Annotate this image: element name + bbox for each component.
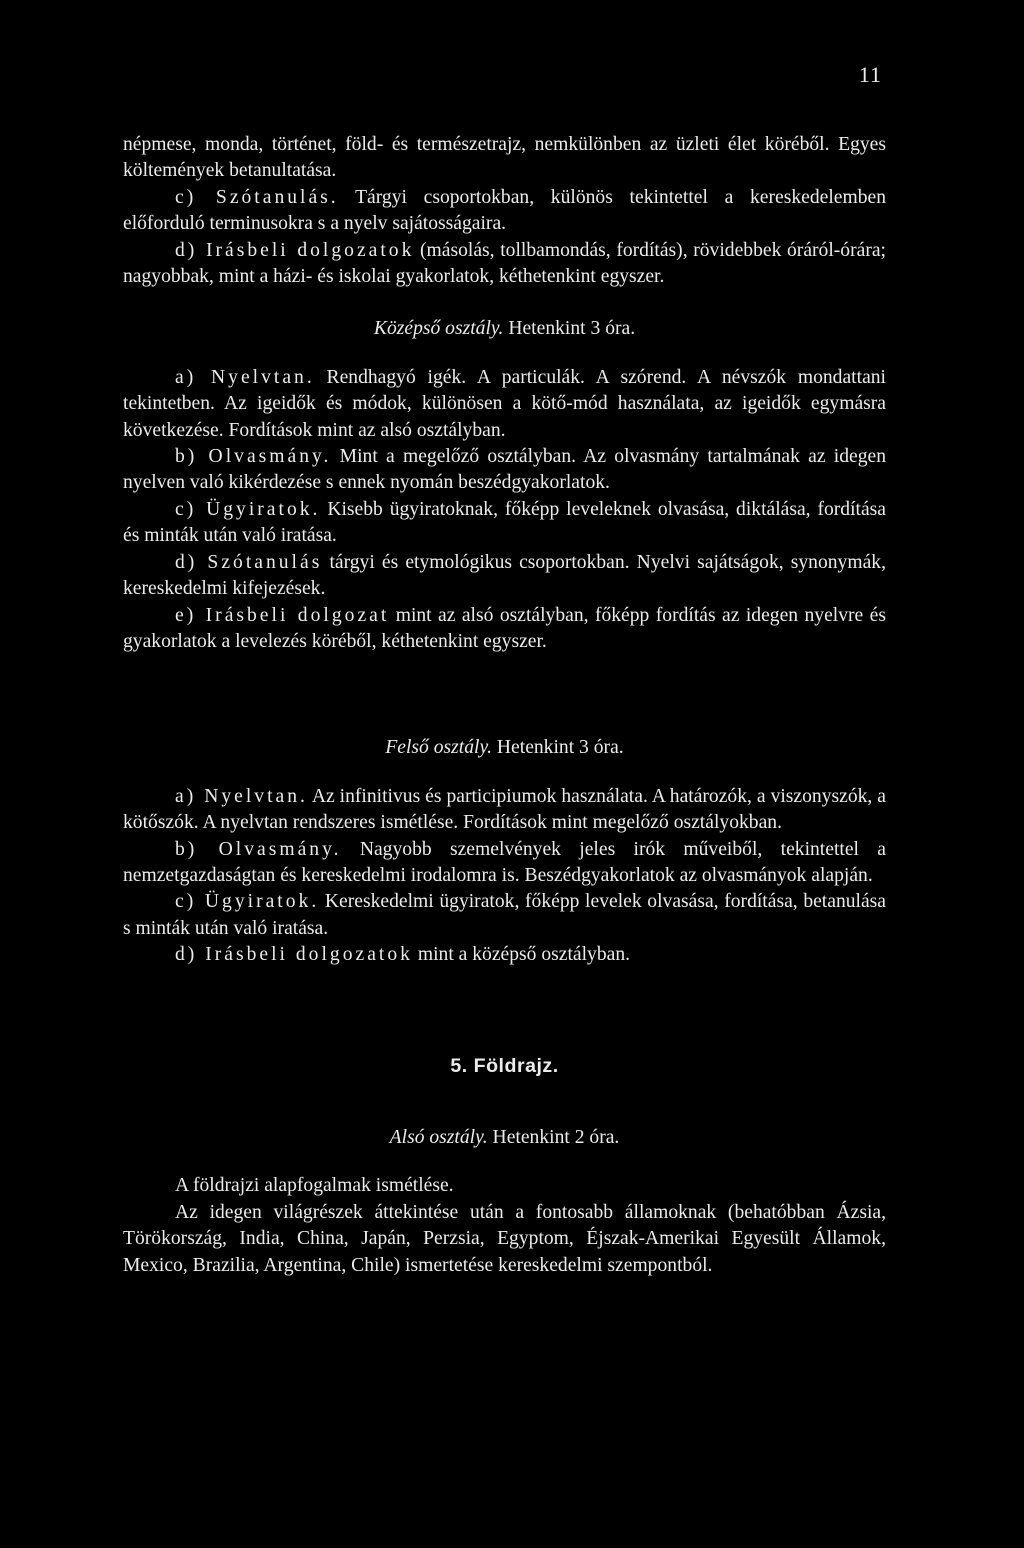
item-text: tárgyi és etymológikus csoportokban. Nyelvi sajátságok, synonymák, kereskedelmi kifejezések. <box>123 551 886 600</box>
heading-hours: Hetenkint 2 óra. <box>487 1126 620 1148</box>
item-text: Az infinitivus és participiumok használata. A határozók, a viszonyszók, a kötőszók. A nyelvtan rendszeres ismétlése. Fordítások mint megelőző osztályokban. <box>123 785 887 834</box>
item-label: b) Olvasmány. <box>175 446 332 468</box>
paragraph-szotanulas <box>123 185 886 238</box>
item-text: Rendhagyó igék. A particulák. A szórend. A névszók mondattani tekintetben. Az igeidők és módok, különösen a kötő-mód használata, az igeidők egymásra következése. Fordítások mint az alsó osztályban. <box>123 366 887 441</box>
kozepso-item-e <box>123 603 886 656</box>
paragraph-intro: népmese, monda, történet, föld- és természetrajz, nemkülönben az üzleti élet köréből. Egyes költemények betanultatása. <box>123 134 886 182</box>
heading-also-osztaly <box>123 1125 886 1151</box>
heading-title: Középső osztály. <box>373 318 504 340</box>
item-label: b) Olvasmány. <box>175 838 342 860</box>
heading-title: Felső osztály. <box>385 737 492 759</box>
page-body <box>123 132 886 1279</box>
heading-hours: Hetenkint 3 óra. <box>492 737 624 759</box>
item-text: Tárgyi csoportokban, különös tekintettel a kereskedelemben előforduló terminusokra s a nyelv sajátosságaira. <box>123 186 886 235</box>
item-text: Nagyobb szemelvények jeles irók műveiből, tekintettel a nemzetgazdaságtan és kereskedelmi irodalomra is. Beszédgyakorlatok az olvasmányok alapján. <box>123 838 886 886</box>
kozepso-item-d <box>123 550 886 603</box>
felso-item-b <box>123 837 886 890</box>
heading-hours: Hetenkint 3 óra. <box>503 318 636 340</box>
item-text: Kisebb ügyiratoknak, főképp leveleknek olvasása, diktálása, fordítása és minták után való iratása. <box>123 498 887 547</box>
kozepso-item-c <box>123 497 886 550</box>
kozepso-item-a <box>123 365 886 444</box>
item-label: d) Irásbeli dolgozatok <box>175 239 415 261</box>
section-title-foldrajz: 5. Földrajz. <box>450 1054 559 1077</box>
item-text: mint az alsó osztályban, főképp fordítás az idegen nyelvre és gyakorlatok a levelezés köréből, kéthetenkint egyszer. <box>123 604 886 652</box>
foldrajz-paragraph-2: Az idegen világrészek áttekintése után a fontosabb államoknak (behatóbban Ázsia, Törökország, India, China, Japán, Perzsia, Egyptom, Éjszak-Amerikai Egyesült Államok, Mexico, Brazilia, Argentina, Chile) ismertetése kereskedelmi szempontból. <box>123 1201 886 1276</box>
kozepso-item-b <box>123 444 886 497</box>
item-text: Kereskedelmi ügyiratok, főképp levelek olvasása, fordítása, betanulása s minták után való iratása. <box>123 891 887 939</box>
item-label: a) Nyelvtan. <box>175 785 308 807</box>
item-label: c) Ügyiratok. <box>175 498 321 520</box>
felso-item-c <box>123 889 886 942</box>
item-label: d) Szótanulás <box>175 551 323 573</box>
item-text: mint a középső osztályban. <box>412 944 631 966</box>
item-label: c) Szótanulás. <box>175 186 339 208</box>
heading-felso-osztaly <box>123 735 886 761</box>
item-label: a) Nyelvtan. <box>175 366 315 388</box>
page-number: 11 <box>858 62 882 87</box>
heading-kozepso-osztaly <box>123 316 886 342</box>
heading-title: Alsó osztály. <box>389 1126 488 1148</box>
foldrajz-paragraph-1: A földrajzi alapfogalmak ismétlése. <box>175 1175 454 1197</box>
item-label: d) Irásbeli dolgozatok <box>175 944 413 966</box>
felso-item-d <box>123 942 886 968</box>
paragraph-irasbeli <box>123 238 886 291</box>
felso-item-a <box>123 784 886 837</box>
item-label: e) Irásbeli dolgozat <box>175 604 390 626</box>
item-text: (másolás, tollbamondás, fordítás), rövidebbek óráról-órára; nagyobbak, mint a házi- és iskolai gyakorlatok, kéthetenkint egyszer. <box>123 239 886 288</box>
item-label: c) Ügyiratok. <box>175 891 320 913</box>
item-text: Mint a megelőző osztályban. Az olvasmány tartalmának az idegen nyelven való kikérdezése s ennek nyomán beszédgyakorlatok. <box>123 446 886 494</box>
